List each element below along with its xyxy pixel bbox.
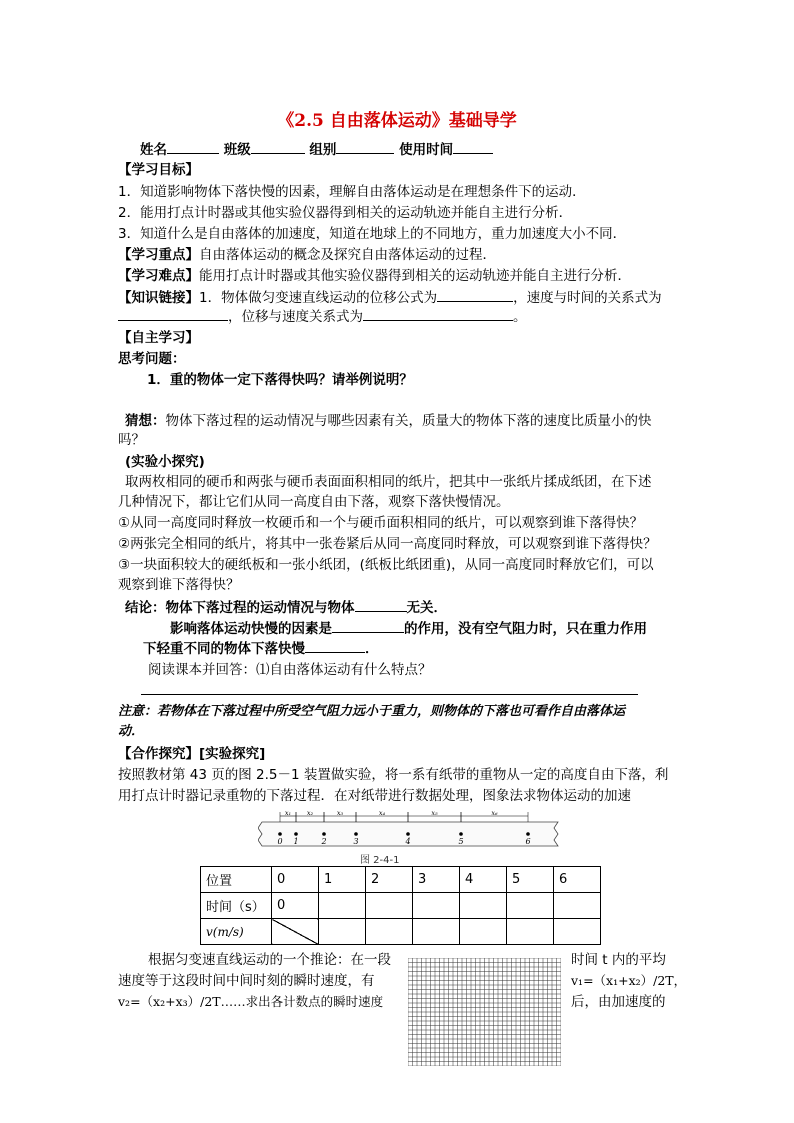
link-part2: ，速度与时间的关系式为 xyxy=(513,290,662,306)
group-label: 组别 xyxy=(309,142,337,158)
experiment-item-3b: 观察到谁下落得快？ xyxy=(118,577,240,593)
experiment-item-2: ②两张完全相同的纸片，将其中一张卷紧后从同一高度同时释放，可以观察到谁下落得快？ xyxy=(118,536,657,552)
conclusion-text-3b: ． xyxy=(365,641,379,657)
guess-text: 物体下落过程的运动情况与哪些因素有关，质量大的物体下落的速度比质量小的快 xyxy=(165,413,652,429)
cooperation-heading: 【合作探究】[实验探究] xyxy=(118,746,266,762)
bottom-right-3: 后，由加速度的 xyxy=(571,994,666,1010)
row-label-velocity: v(m/s) xyxy=(201,919,272,945)
guess-line-2: 吗？ xyxy=(118,432,145,448)
tape-point-label: 1 xyxy=(293,837,299,846)
tape-dot xyxy=(278,832,282,836)
tape-point-label: 6 xyxy=(525,837,531,846)
tape-point-label: 5 xyxy=(458,837,464,846)
link-part1: 1．物体做匀变速直线运动的位移公式为 xyxy=(199,290,438,306)
data-table xyxy=(200,866,601,945)
question-1: 1．重的物体一定下落得快吗？请举例说明？ xyxy=(147,372,413,388)
position-cell: 1 xyxy=(319,867,366,893)
row-label-position: 位置 xyxy=(201,867,272,893)
position-cell: 4 xyxy=(460,867,507,893)
self-study-heading: 【自主学习】 xyxy=(118,330,199,346)
conclusion-line-2 xyxy=(170,618,647,639)
conclusion-text-1a: 物体下落过程的运动情况与物体 xyxy=(165,600,355,616)
velocity-time-blank[interactable] xyxy=(118,306,228,321)
position-cell: 3 xyxy=(413,867,460,893)
time-cell[interactable] xyxy=(460,893,507,919)
key-points-heading: 【学习重点】 xyxy=(118,247,199,263)
tape-dot xyxy=(322,832,326,836)
segment-label: x₂ xyxy=(306,810,314,817)
tape-dot xyxy=(459,832,463,836)
experiment-item-3a: ③一块面积较大的硬纸板和一张小纸团，(纸板比纸团重)，从同一高度同时释放它们，可以 xyxy=(118,557,654,573)
group-blank[interactable] xyxy=(336,139,394,154)
table-row-time xyxy=(201,893,601,919)
experiment-item-1: ①从同一高度同时释放一枚硬币和一个与硬币面积相同的纸片，可以观察到谁下落得快？ xyxy=(118,515,644,531)
conclusion-blank-2[interactable] xyxy=(332,618,404,633)
figure-caption: 图 2-4-1 xyxy=(360,855,400,866)
conclusion-blank-1[interactable] xyxy=(355,597,407,612)
time-cell: 0 xyxy=(272,893,319,919)
think-label: 思考问题： xyxy=(118,351,186,367)
name-blank[interactable] xyxy=(167,139,219,154)
time-cell[interactable] xyxy=(319,893,366,919)
objective-1: 1．知道影响物体下落快慢的因素，理解自由落体运动是在理想条件下的运动． xyxy=(118,184,586,200)
answer-line[interactable] xyxy=(141,694,638,695)
conclusion-text-1b: 无关． xyxy=(406,600,447,616)
graph-paper-grid[interactable] xyxy=(408,958,561,1066)
time-label: 使用时间 xyxy=(399,142,454,158)
cooperation-line-1: 按照教材第 43 页的图 2.5－1 装置做实验，将一系有纸带的重物从一定的高度自由下落，利 xyxy=(118,767,669,783)
velocity-cell[interactable] xyxy=(554,919,601,945)
displacement-velocity-blank[interactable] xyxy=(363,306,513,321)
objective-2: 2．能用打点计时器或其他实验仪器得到相关的运动轨迹并能自主进行分析． xyxy=(118,205,573,221)
time-cell[interactable] xyxy=(413,893,460,919)
bottom-left-2: 速度等于这段时间中间时刻的瞬时速度，有 xyxy=(118,973,375,989)
note-line-1: 注意：若物体在下落过程中所受空气阻力远小于重力，则物体的下落也可看作自由落体运 xyxy=(118,704,626,719)
time-cell[interactable] xyxy=(507,893,554,919)
guess-line-1 xyxy=(125,411,652,431)
segment-label: x₁ xyxy=(284,810,292,817)
experiment-intro-2: 几种情况下，都让它们从同一高度自由下落，观察下落快慢情况。 xyxy=(118,494,510,510)
difficulty xyxy=(118,266,631,286)
segment-label: x₃ xyxy=(336,810,344,817)
guess-label: 猜想： xyxy=(125,413,166,429)
name-label: 姓名 xyxy=(140,142,167,158)
row-label-time: 时间（s） xyxy=(201,893,272,919)
segment-label: x₄ xyxy=(378,810,386,817)
note-line-2: 动． xyxy=(118,724,145,739)
difficulty-text: 能用打点计时器或其他实验仪器得到相关的运动轨迹并能自主进行分析． xyxy=(199,268,631,284)
page-title: 《2.5 自由落体运动》基础导学 xyxy=(277,111,517,131)
position-cell: 5 xyxy=(507,867,554,893)
table-row-position xyxy=(201,867,601,893)
knowledge-link xyxy=(118,287,662,308)
velocity-cell[interactable] xyxy=(319,919,366,945)
cooperation-line-2: 用打点计时器记录重物的下落过程．在对纸带进行数据处理，图象法求物体运动的加速 xyxy=(118,788,631,804)
conclusion-label: 结论： xyxy=(125,600,166,616)
ticker-tape-figure xyxy=(258,810,562,866)
conclusion-text-2b: 的作用，没有空气阻力时，只在重力作用 xyxy=(404,621,647,637)
velocity-cell[interactable] xyxy=(460,919,507,945)
displacement-formula-blank[interactable] xyxy=(437,287,513,302)
header-fields xyxy=(140,139,493,160)
objective-3: 3．知道什么是自由落体的加速度，知道在地球上的不同地方，重力加速度大小不同． xyxy=(118,226,627,242)
position-cell: 6 xyxy=(554,867,601,893)
tape-dot xyxy=(526,832,530,836)
read-question: 阅读课本并回答：⑴自由落体运动有什么特点？ xyxy=(148,662,432,678)
time-blank[interactable] xyxy=(453,139,493,154)
tape-point-label: 3 xyxy=(353,837,359,846)
objectives-heading: 【学习目标】 xyxy=(118,162,199,178)
tape-point-label: 4 xyxy=(405,837,411,846)
conclusion-line-3 xyxy=(143,638,379,659)
class-label: 班级 xyxy=(223,142,251,158)
conclusion-text-2a: 影响落体运动快慢的因素是 xyxy=(170,621,332,637)
conclusion-text-3a: 下轻重不同的物体下落快慢 xyxy=(143,641,305,657)
segment-label: x₅ xyxy=(431,810,438,817)
tape-point-label: 2 xyxy=(321,837,327,846)
velocity-cell[interactable] xyxy=(413,919,460,945)
key-points xyxy=(118,245,496,265)
experiment-heading: (实验小探究) xyxy=(125,454,205,470)
tape-point-label: 0 xyxy=(277,837,283,846)
tape-dot xyxy=(406,832,410,836)
difficulty-heading: 【学习难点】 xyxy=(118,268,199,284)
link-part3: ，位移与速度关系式为 xyxy=(228,309,363,325)
bottom-left-3: v₂=（x₂+x₃）/2T……求出各计数点的瞬时速度 xyxy=(118,994,384,1009)
table-row-velocity xyxy=(201,919,601,945)
knowledge-link-heading: 【知识链接】 xyxy=(118,290,199,306)
link-part4: 。 xyxy=(513,309,527,325)
velocity-cell[interactable] xyxy=(366,919,413,945)
segment-label: x₆ xyxy=(491,810,498,817)
conclusion-line-1 xyxy=(125,597,447,618)
bottom-right-1: 时间 t 内的平均 xyxy=(571,952,666,968)
velocity-cell-diagonal xyxy=(272,919,319,945)
bottom-left-1: 根据匀变速直线运动的一个推论：在一段 xyxy=(148,952,391,968)
conclusion-blank-3[interactable] xyxy=(305,638,365,653)
time-cell[interactable] xyxy=(366,893,413,919)
bottom-right-2: v₁=（x₁+x₂）/2T， xyxy=(571,973,687,988)
tape-dot xyxy=(294,832,298,836)
class-blank[interactable] xyxy=(251,139,305,154)
position-cell: 0 xyxy=(272,867,319,893)
time-cell[interactable] xyxy=(554,893,601,919)
tape-dot xyxy=(354,832,358,836)
position-cell: 2 xyxy=(366,867,413,893)
key-points-text: 自由落体运动的概念及探究自由落体运动的过程． xyxy=(199,247,496,263)
experiment-intro-1: 取两枚相同的硬币和两张与硬币表面面积相同的纸片，把其中一张纸片揉成纸团，在下述 xyxy=(125,474,652,490)
knowledge-link-cont xyxy=(118,306,527,327)
velocity-cell[interactable] xyxy=(507,919,554,945)
